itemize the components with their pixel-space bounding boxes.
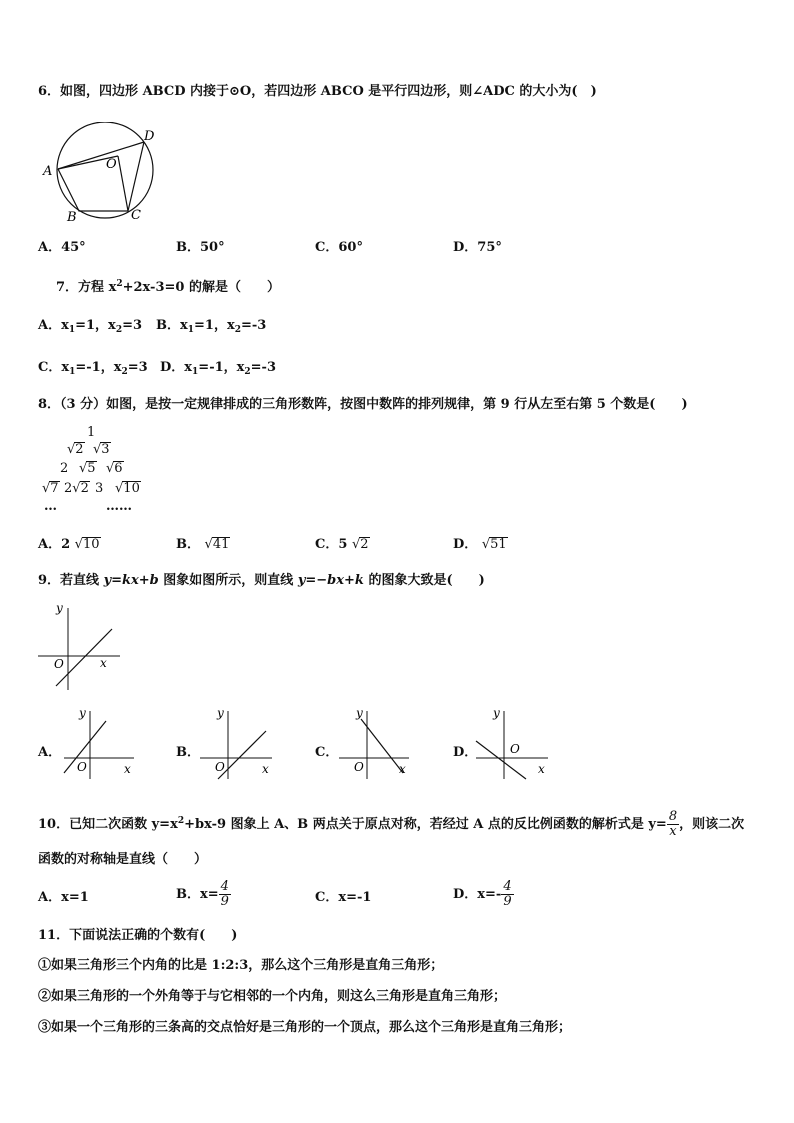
graph-c-x-label: x [399,762,406,776]
q8-option-c[interactable]: C．5 √2 [315,537,369,552]
label-a: A [43,164,53,179]
circle-o [57,122,153,218]
q9-option-a[interactable]: A． [38,745,62,760]
quad-abco [58,156,128,211]
graph-b-x-label: x [262,762,269,776]
q11-stem: 11．下面说法正确的个数有( ) [38,928,238,943]
q6-option-c[interactable]: C．60° [315,240,363,255]
q9-graph-b[interactable] [198,705,278,780]
q10-option-b[interactable]: B．x= $\frac{4}{9}$ [176,879,229,909]
q6-stem: 6．如图，四边形 ABCD 内接于⊙O，若四边形 ABCO 是平行四边形，则∠ADC 的大小为( ) [38,84,597,99]
ref-x-label: x [100,656,107,670]
q10-option-b-fraction: $\frac{4}{9}$ [220,879,229,909]
q8-stem: 8．（3 分）如图，是按一定规律排成的三角形数阵，按图中数阵的排列规律，第 9 行从左至右第 5 个数是( ) [38,397,688,412]
array-dots-right: …… [106,499,132,514]
array-r2a: √2 [67,442,84,457]
graph-a-origin-label: O [77,760,87,774]
q10-stem-line1: 10．已知二次函数 $y=x^2+bx-9$ 图象上 A、B 两点关于原点对称，若经过 A 点的反比例函数的解析式是 y= $\frac{8}{x}$ ，则该二次 [38,809,745,839]
q9-graph-a[interactable] [60,705,140,780]
q10-stem-line2: 函数的对称轴是直线（ ） [38,852,208,867]
q9-option-c[interactable]: C． [315,745,339,760]
q6-option-a[interactable]: A．45° [38,240,86,255]
ref-y-label: y [56,601,63,615]
chord-ad [58,142,144,169]
q10-option-d[interactable]: D．x=- $\frac{4}{9}$ [453,879,512,909]
array-r1: 1 [87,425,96,440]
graph-b-y-label: y [217,706,224,720]
label-c: C [131,208,141,223]
q9-stem: 9．若直线 y=kx+b 图象如图所示，则直线 y=−bx+k 的图象大致是( ) [38,573,485,588]
array-r4a: √7 [42,481,59,496]
q11-item-3: ③如果一个三角形的三条高的交点恰好是三角形的一个顶点，那么这个三角形是直角三角形； [38,1020,572,1035]
q7-option-d[interactable]: D．$x_1=-1$，$x_2=-3$ [160,360,276,377]
array-dots-left: … [44,499,57,514]
graph-d-y-label: y [493,706,500,720]
graph-a-y-label: y [79,706,86,720]
q7-option-a[interactable]: A．$x_1=1$，$x_2=3$ [38,318,143,335]
array-r4b: 2√2 [64,481,89,496]
q10-option-a[interactable]: A．x=1 [38,890,89,905]
q6-option-b[interactable]: B．50° [176,240,225,255]
q6-option-d[interactable]: D．75° [453,240,502,255]
array-r3a: 2 [60,461,69,476]
q9-graph-d[interactable] [474,705,554,780]
graph-b-origin-label: O [215,760,225,774]
array-r4c: 3 [95,481,104,496]
q6-circle-figure [38,122,168,227]
array-r3c: √6 [106,461,123,476]
graph-c-y-label: y [356,706,363,720]
q9-graph-c[interactable] [337,705,417,780]
q10-fraction: $\frac{8}{x}$ [668,809,678,839]
graph-a-x-label: x [124,762,131,776]
q9-option-b[interactable]: B． [176,745,200,760]
q7-stem: 7．方程 $x^2+2x-3=0$ 的解是（ ） [56,279,280,295]
q8-number-array [40,425,150,517]
ref-origin-label: O [54,657,64,671]
q11-item-2: ②如果三角形的一个外角等于与它相邻的一个内角，则这么三角形是直角三角形； [38,989,507,1004]
q8-option-d[interactable]: D． √51 [453,537,507,552]
q7-option-b[interactable]: B．$x_1=1$，$x_2=-3$ [156,318,267,335]
array-r3b: √5 [79,461,96,476]
graph-d-x-label: x [538,762,545,776]
array-r4d: √10 [115,481,140,496]
graph-b-line [218,731,266,779]
q10-option-d-fraction: $\frac{4}{9}$ [503,879,512,909]
label-b: B [67,210,77,225]
q9-reference-graph [38,600,128,692]
q9-option-d[interactable]: D． [453,745,478,760]
q8-option-b[interactable]: B． √41 [176,537,230,552]
label-d: D [144,129,155,144]
graph-c-origin-label: O [354,760,364,774]
q10-option-c[interactable]: C．x=-1 [315,890,372,905]
q8-option-a[interactable]: A．2 √10 [38,537,100,552]
q11-item-1: ①如果三角形三个内角的比是 1:2:3，那么这个三角形是直角三角形； [38,958,444,973]
array-r2b: √3 [93,442,110,457]
graph-d-origin-label: O [510,742,520,756]
q7-option-c[interactable]: C．$x_1=-1$，$x_2=3$ [38,360,148,377]
label-o: O [106,157,117,172]
